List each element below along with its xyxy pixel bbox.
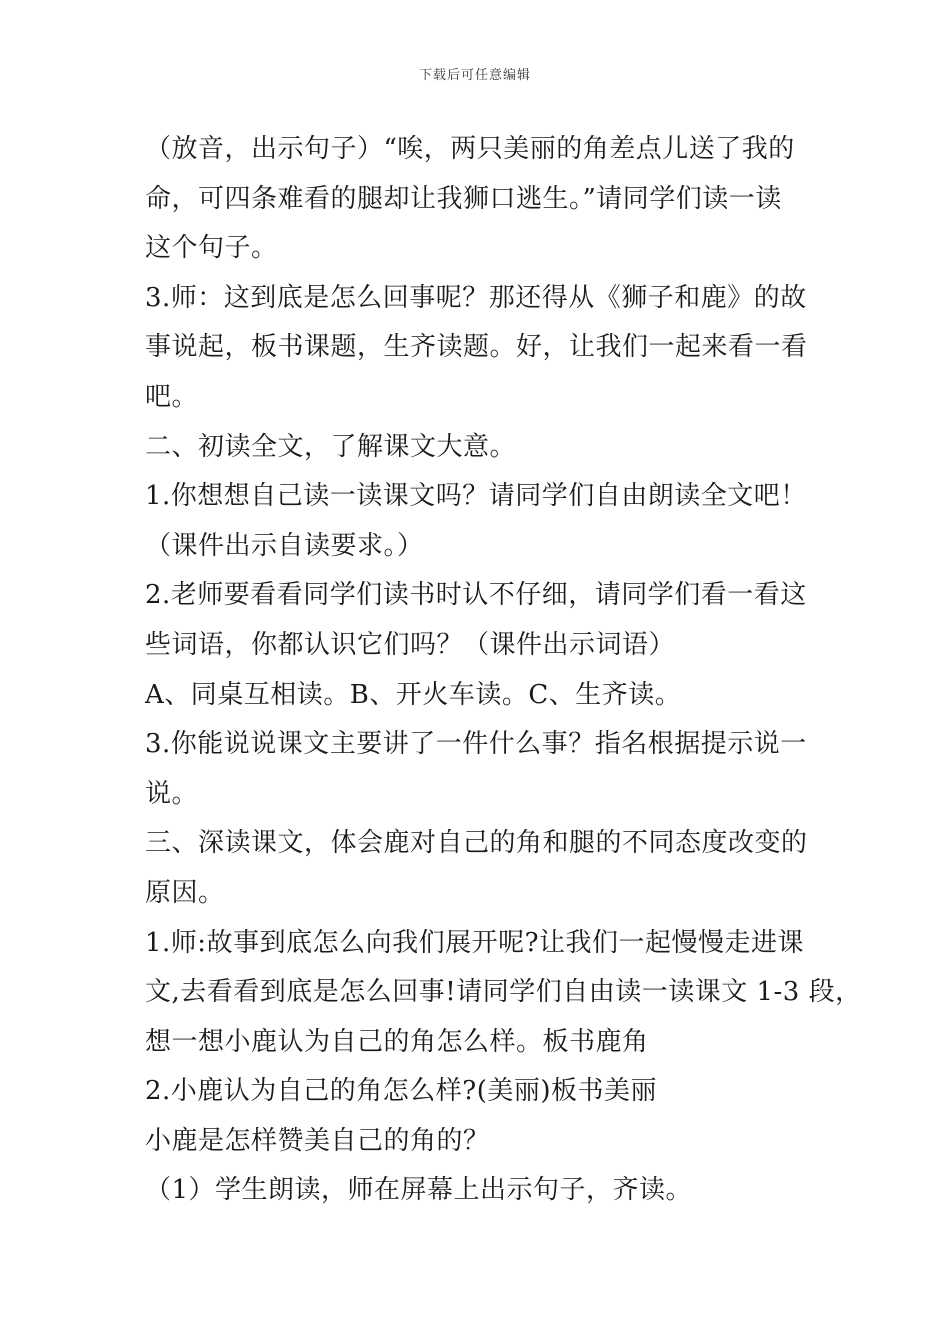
section-heading: 三、深读课文，体会鹿对自己的角和腿的不同态度改变的: [145, 828, 808, 859]
text-line: 命，可四条难看的腿却让我狮口逃生。”请同学们读一读: [145, 183, 782, 214]
text-line: 原因。: [145, 877, 225, 908]
text-line: （课件出示自读要求。）: [145, 530, 424, 561]
text-line: A、同桌互相读。B、开火车读。C、生齐读。: [145, 679, 682, 710]
text-line: 文,去看看到底是怎么回事!请同学们自由读一读课文 1-3 段，: [145, 977, 862, 1008]
text-line: 吧。: [145, 381, 199, 412]
text-line: 3.你能说说课文主要讲了一件什么事？指名根据提示说一: [145, 729, 807, 760]
text-line: 2.老师要看看同学们读书时认不仔细，请同学们看一看这: [145, 580, 807, 611]
text-line: 这个句子。: [145, 233, 278, 264]
document-body: [145, 125, 862, 1216]
text-line: 些词语，你都认识它们吗？（课件出示词语）: [145, 629, 676, 660]
text-line: 事说起，板书课题，生齐读题。好，让我们一起来看一看: [145, 332, 808, 363]
text-line: （放音，出示句子）“唉，两只美丽的角差点儿送了我的: [145, 134, 795, 164]
text-line: （1）学生朗读，师在屏幕上出示句子，齐读。: [145, 1175, 693, 1206]
text-line: 小鹿是怎样赞美自己的角的？: [145, 1125, 490, 1156]
text-line: 说。: [145, 778, 199, 809]
text-line: 3.师：这到底是怎么回事呢？那还得从《狮子和鹿》的故: [145, 282, 807, 313]
text-line: 1.师:故事到底怎么向我们展开呢?让我们一起慢慢走进课: [145, 927, 805, 958]
text-line: 想一想小鹿认为自己的角怎么样。板书鹿角: [145, 1026, 649, 1057]
text-line: 1.你想想自己读一读课文吗？请同学们自由朗读全文吧！: [145, 481, 807, 512]
text-line: 2.小鹿认为自己的角怎么样?(美丽)板书美丽: [145, 1076, 658, 1107]
section-heading: 二、初读全文，了解课文大意。: [145, 431, 517, 462]
page-header: 下载后可任意编辑: [418, 68, 531, 83]
